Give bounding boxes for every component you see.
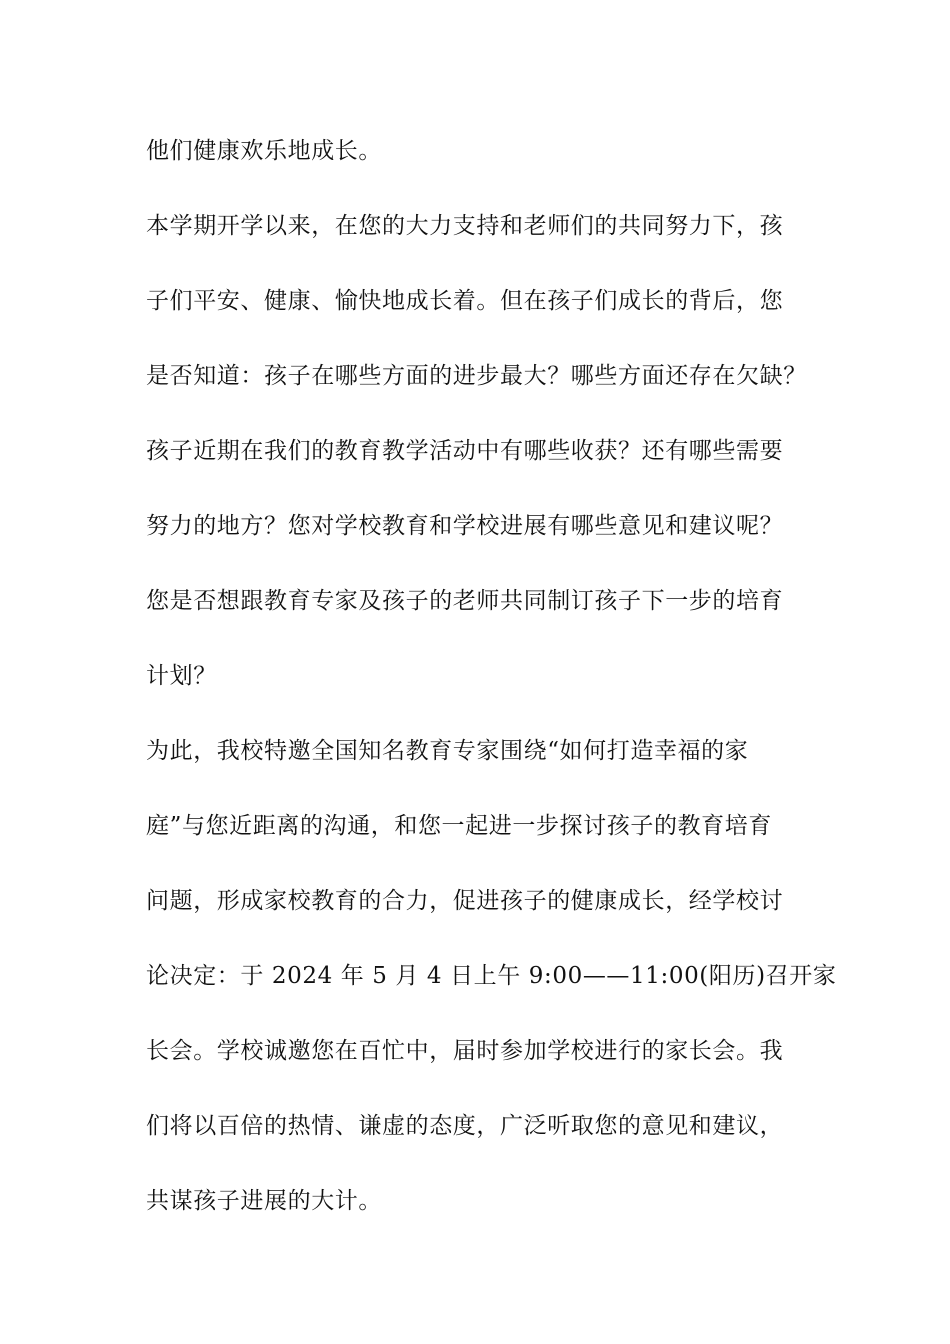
- text-line: 为此，我校特邀全国知名教育专家围绕“如何打造幸福的家: [146, 738, 749, 764]
- text-line: 共谋孩子进展的大计。: [146, 1188, 382, 1214]
- text-line: 子们平安、健康、愉快地成长着。但在孩子们成长的背后，您: [146, 288, 784, 314]
- text-line: 他们健康欢乐地成长。: [146, 138, 382, 164]
- text-line: 您是否想跟教育专家及孩子的老师共同制订孩子下一步的培育: [146, 588, 784, 614]
- text-line: 本学期开学以来，在您的大力支持和老师们的共同努力下，孩: [146, 213, 784, 239]
- text-line: 论决定：于 2024 年 5 月 4 日上午 9:00——11:00(阳历)召开家: [146, 963, 837, 989]
- text-line: 计划？: [146, 663, 217, 689]
- text-line: 努力的地方？您对学校教育和学校进展有哪些意见和建议呢？: [146, 513, 784, 539]
- text-line: 问题，形成家校教育的合力，促进孩子的健康成长，经学校讨: [146, 888, 784, 914]
- text-line: 们将以百倍的热情、谦虚的态度，广泛听取您的意见和建议，: [146, 1113, 784, 1139]
- text-line: 孩子近期在我们的教育教学活动中有哪些收获？还有哪些需要: [146, 438, 784, 464]
- text-line: 是否知道：孩子在哪些方面的进步最大？哪些方面还存在欠缺？: [146, 363, 807, 389]
- text-line: 长会。学校诚邀您在百忙中，届时参加学校进行的家长会。我: [146, 1038, 784, 1064]
- text-line: 庭”与您近距离的沟通，和您一起进一步探讨孩子的教育培育: [146, 813, 772, 839]
